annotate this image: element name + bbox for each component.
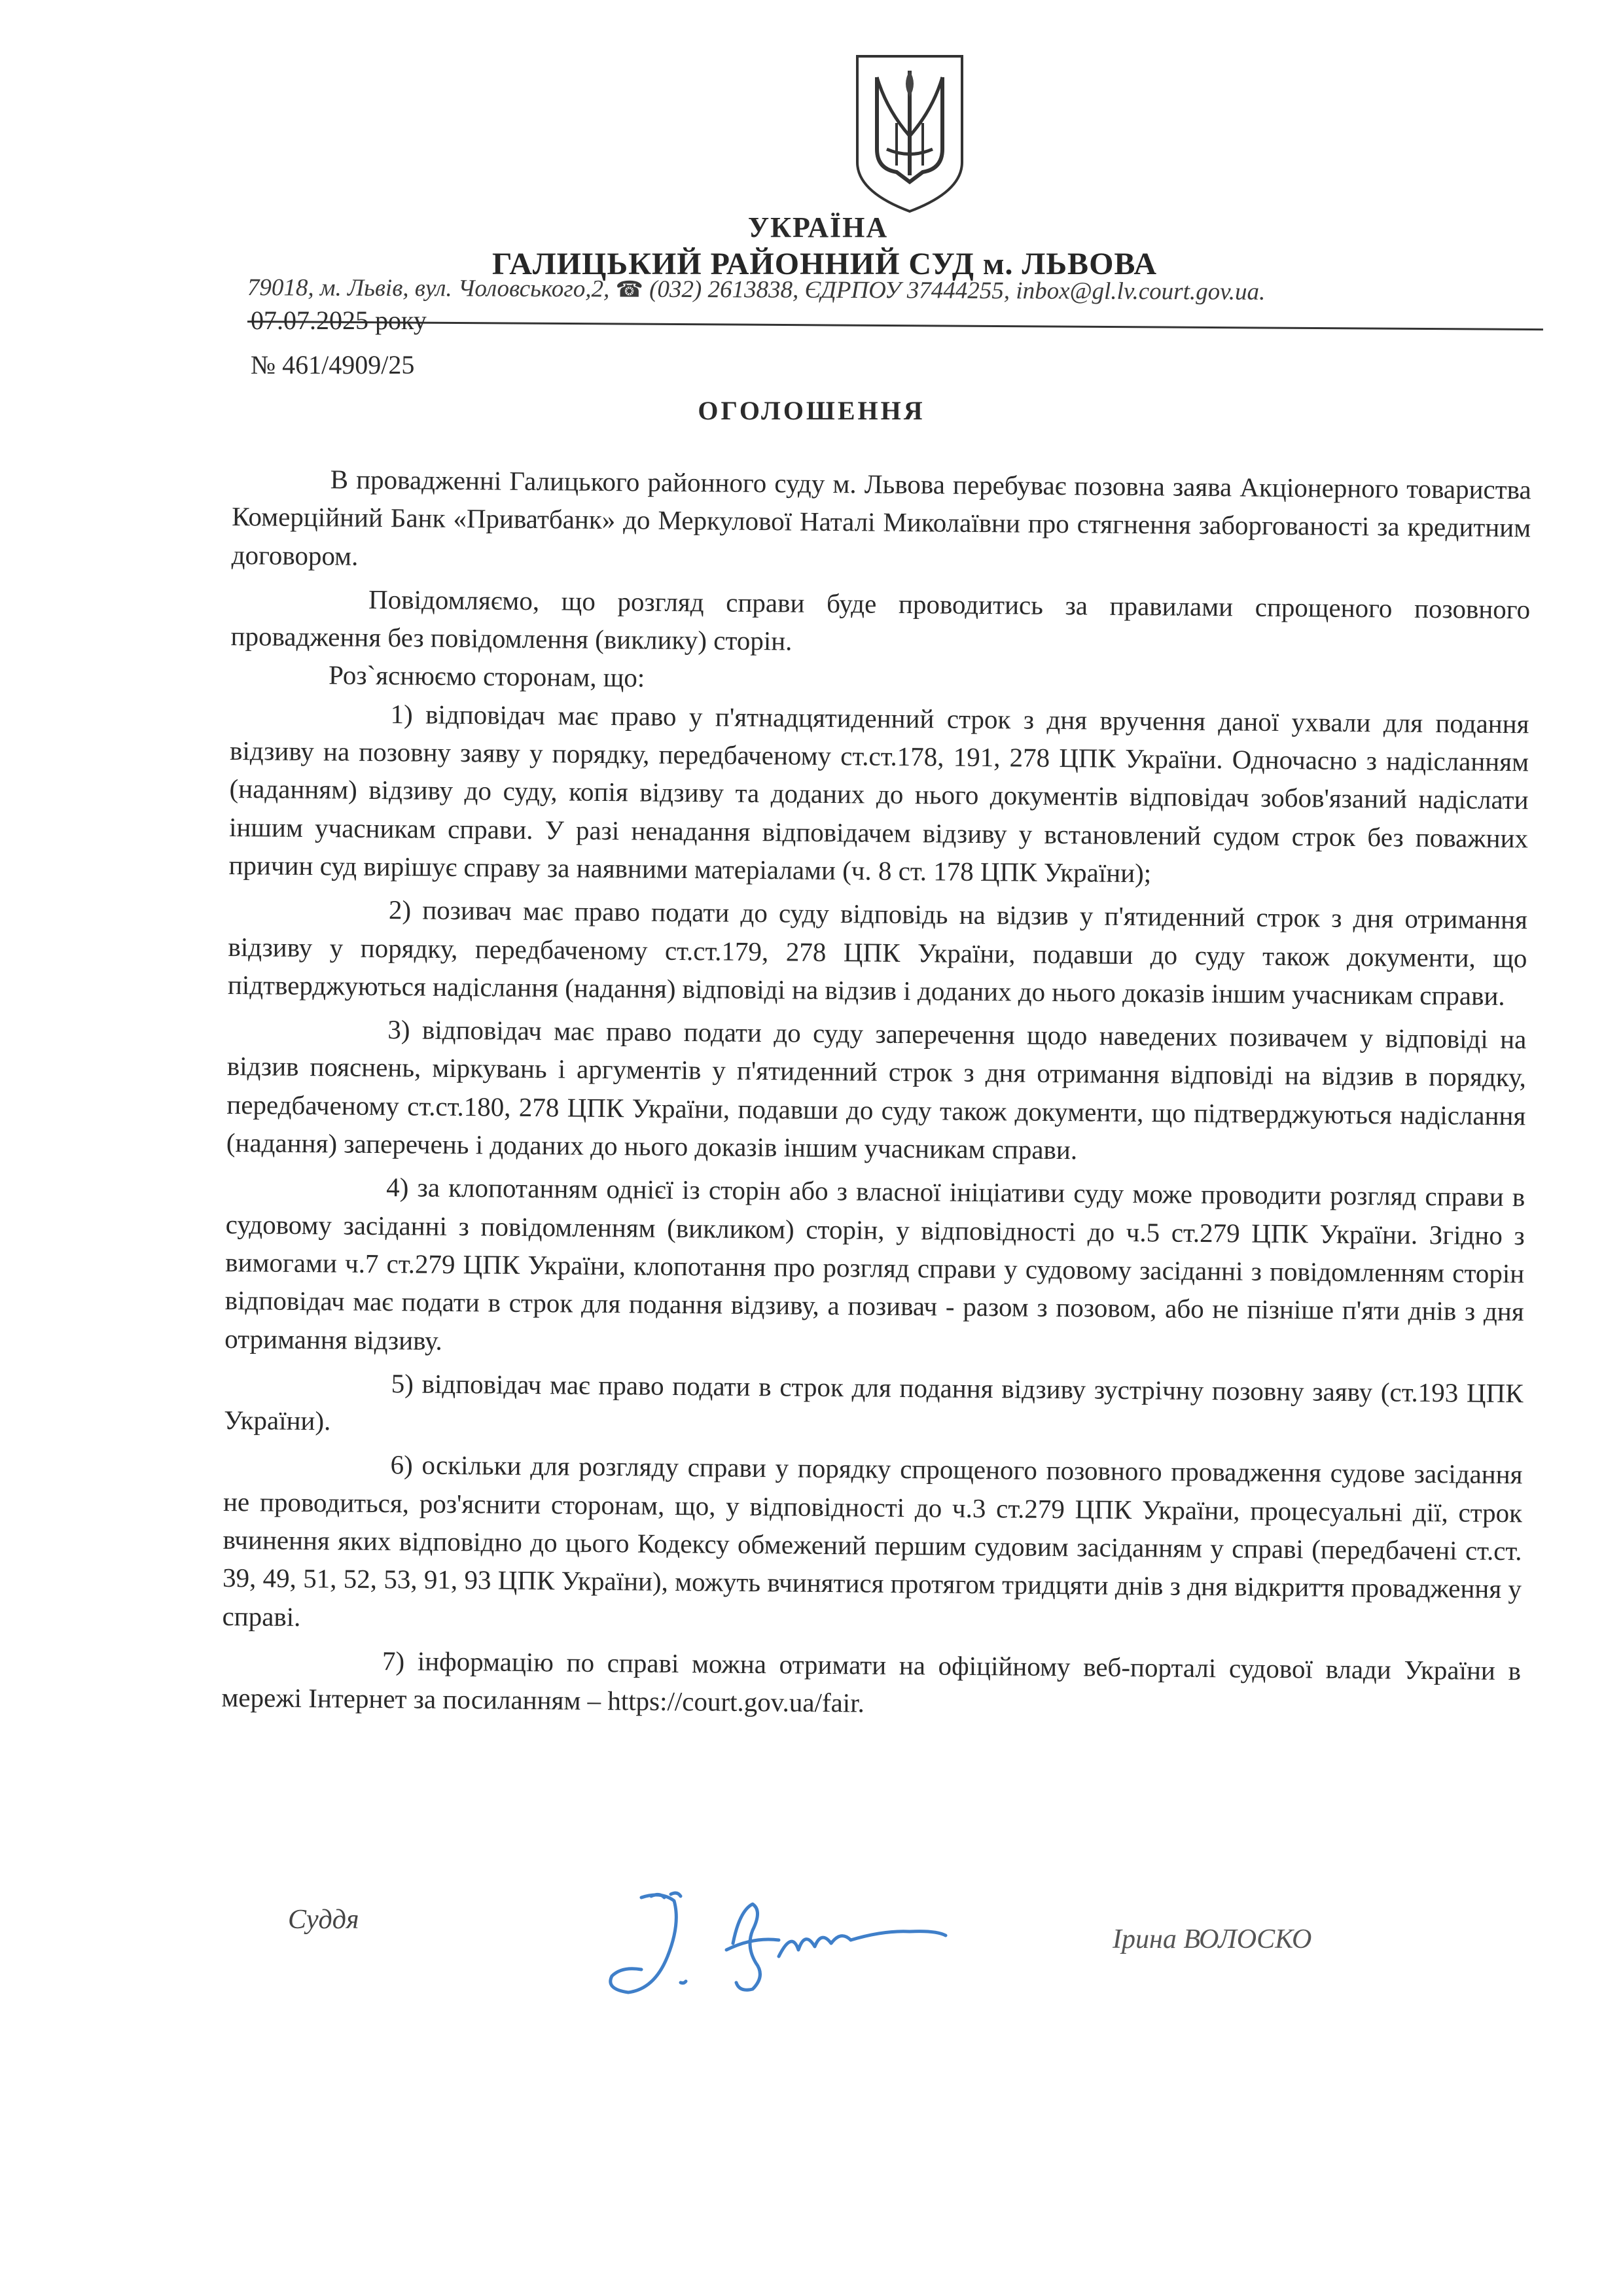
document-title: ОГОЛОШЕННЯ [698,396,925,425]
paragraph-item-2: 2) позивач має право подати до суду відповідь на відзив у п'ятиденний строк з дня отримання відзиву у порядку, передбаченому ст.ст.179, 278 ЦПК України, подавши до суду також документи, що підтверджуються надіслання (надання) відповіді на відзив і доданих до нього доказів іншим учасникам справи. [227,894,1528,1011]
paragraph-item-1: 1) відповідач має право у п'ятнадцятиденний строк з дня вручення даної ухвали для подання відзиву на позовну заяву у порядку, передбаченому ст.ст.178, 191, 278 ЦПК України. Одночасно з надісланням (наданням) відзиву до суду, копія відзиву та доданих до нього документів відповідач зобов'язаний надіслати іншим учасникам справи. У разі ненадання відповідачем відзиву у встановлений судом строк без поважних причин суд вирішує справу за наявними матеріалами (ч. 8 ст. 178 ЦПК України); [228,698,1529,889]
document-date: 07.07.2025 року [251,306,427,335]
paragraph-intro: В провадженні Галицького районного суду м. Львова перебуває позовна заява Акціонерного товариства Комерційний Банк «Приватбанк» до Меркулової Наталі Миколаївни про стягнення заборгованості за кредитним договором. [231,464,1531,571]
document-body [221,459,1531,1728]
court-address: 79018, м. Львів, вул. Чоловського,2, [247,274,610,303]
court-contacts: (032) 2613838, ЄДРПОУ 37444255, inbox@gl.lv.court.gov.ua. [649,275,1266,306]
trident-coat-of-arms-icon [851,51,969,215]
judge-name: Ірина ВОЛОСКО [1113,1924,1312,1954]
case-number: № 461/4909/25 [251,350,415,380]
country-heading: УКРАЇНА [747,211,889,243]
paragraph-item-4: 4) за клопотанням однієї із сторін або з власної ініціативи суду може проводити розгляд справи в судовому засіданні з повідомленням (викликом) сторін, у відповідності до ч.5 ст.279 ЦПК України. Згідно з вимогами ч.7 ст.279 ЦПК України, клопотання про розгляд справи у судовому засіданні з повідомленням сторін відповідач має подати в строк для подання відзиву, а позивач - разом з позовом, або не пізніше п'яти днів з дня отримання відзиву. [224,1172,1525,1356]
handwritten-signature [582,1884,949,2002]
judge-role-label: Суддя [288,1905,359,1935]
paragraph-item-5: 5) відповідач має право подати в строк для подання відзиву зустрічну позовну заяву (ст.193 ЦПК України). [223,1368,1524,1436]
header-divider [247,321,1543,330]
paragraph-explanation: Роз`яснюємо сторонам, що: [328,660,645,693]
paragraph-item-6: 6) оскільки для розгляду справи у порядку спрощеного позовного провадження судове засідання не проводиться, роз'яснити сторонам, що, у відповідності до ч.3 ст.279 ЦПК України, процесуальні дії, строк вчинення яких відповідно до цього Кодексу обмежений першим судовим засіданням у справі (передбачені ст.ст. 39, 49, 51, 52, 53, 91, 93 ЦПК України), можуть вчинятися протягом тридцяти днів з дня відкриття провадження у справі. [222,1449,1523,1632]
paragraph-item-3: 3) відповідач має право подати до суду заперечення щодо наведених позивачем у відповіді на відзив пояснень, міркувань і аргументів у п'ятиденний строк з дня отримання відповіді на відзив в порядку, передбаченому ст.ст.180, 278 ЦПК України, подавши до суду також документи, що підтверджуються надіслання (надання) заперечень і доданих до нього доказів іншим учасникам справи. [226,1014,1527,1165]
court-address-line [247,274,1524,308]
telephone-icon: ☎ [615,277,643,302]
paragraph-item-7: 7) інформацію по справі можна отримати на офіційному веб-порталі судової влади України в мережі Інтернет за посиланням – https://court.gov.ua/fair. [221,1645,1522,1718]
court-name-heading: ГАЛИЦЬКИЙ РАЙОННИЙ СУД м. ЛЬВОВА [491,247,1158,281]
paragraph-notice: Повідомляємо, що розгляд справи буде проводитись за правилами спрощеного позовного провадження без повідомлення (виклику) сторін. [230,584,1531,656]
signature-block [0,1884,1623,2015]
